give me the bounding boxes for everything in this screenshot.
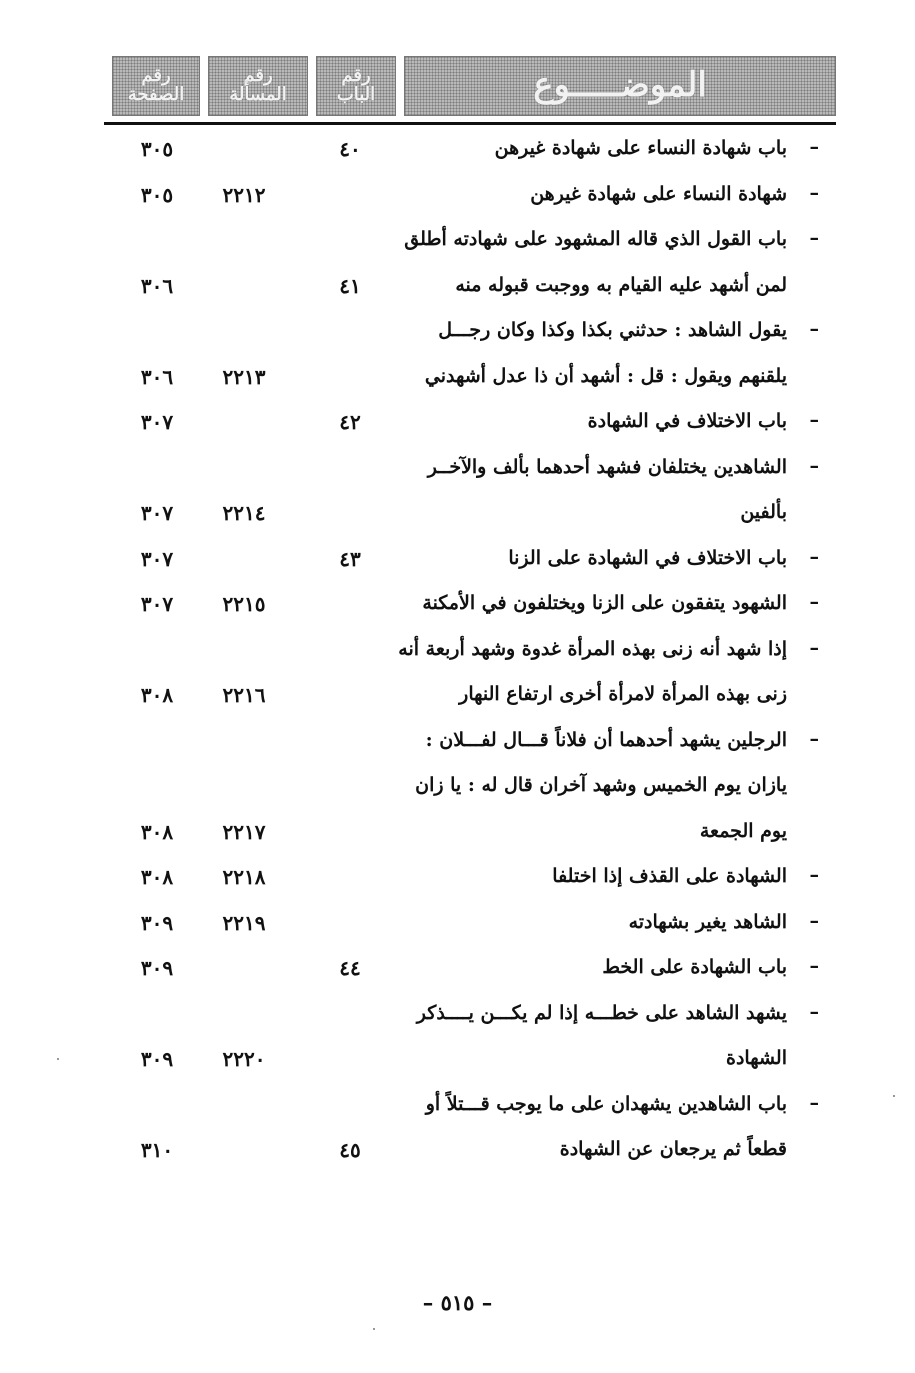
table-row — [0, 632, 915, 678]
header-issue-number-line2: المسألة — [229, 84, 287, 105]
table-row — [0, 313, 915, 359]
table-row — [0, 268, 915, 314]
row-topic: الشهادة — [726, 1047, 787, 1069]
table-row — [0, 222, 915, 268]
row-page-number: ٣٠٥ — [140, 182, 174, 207]
row-dash: – — [809, 136, 819, 158]
row-chapter-number: ٤٢ — [339, 410, 361, 434]
row-issue-number: ٢٢١٥ — [222, 592, 266, 616]
row-dash: – — [809, 454, 819, 477]
scan-speck — [893, 1095, 895, 1097]
row-topic: قطعاً ثم يرجعان عن الشهادة — [559, 1138, 787, 1160]
scan-speck — [373, 1328, 375, 1330]
row-chapter-number: ٤٤ — [339, 956, 361, 980]
row-topic: يلقنهم ويقول : قل : أشهد أن ذا عدل أشهدني — [424, 364, 787, 387]
row-topic: باب الاختلاف في الشهادة على الزنا — [508, 546, 787, 569]
row-page-number: ٣٠٦ — [140, 273, 174, 298]
table-row — [0, 677, 915, 723]
row-page-number: ٣٠٥ — [140, 137, 174, 161]
table-row — [0, 586, 915, 632]
row-page-number: ٣٠٧ — [140, 410, 174, 434]
row-topic: يشهد الشاهد على خطـــه إذا لم يكـــن يــــذكر — [416, 1001, 787, 1024]
row-dash: – — [809, 545, 819, 568]
header-page-number — [112, 56, 200, 116]
row-topic: الشاهدين يختلفان فشهد أحدهما بألف والآخــر — [427, 455, 787, 478]
scan-speck — [57, 1058, 59, 1060]
row-topic: باب الشاهدين يشهدان على ما يوجب قـــتلاً أو — [425, 1092, 787, 1115]
row-topic: الشاهد يغير بشهادته — [628, 910, 787, 933]
row-topic: بألفين — [740, 501, 787, 523]
row-issue-number: ٢٢٢٠ — [222, 1047, 266, 1071]
table-header — [112, 56, 836, 116]
table-row — [0, 950, 915, 996]
header-page-number-line1: رقم — [141, 65, 171, 87]
row-topic: باب القول الذي قاله المشهود على شهادته أطلق — [404, 228, 787, 250]
table-row — [0, 723, 915, 769]
row-topic: يوم الجمعة — [699, 819, 787, 842]
row-dash: – — [809, 955, 819, 977]
row-page-number: ٣٠٧ — [140, 592, 174, 616]
row-topic: زنى بهذه المرأة لامرأة أخرى ارتفاع النهار — [459, 683, 787, 705]
table-row — [0, 495, 915, 541]
row-topic: باب الشهادة على الخط — [602, 956, 787, 978]
row-page-number: ٣٠٩ — [140, 1047, 174, 1071]
header-topic-label: الموضـــــوع — [533, 65, 707, 106]
table-row — [0, 177, 915, 223]
row-dash: – — [809, 1000, 819, 1023]
row-topic: شهادة النساء على شهادة غيرهن — [530, 182, 787, 205]
row-chapter-number: ٤١ — [339, 273, 361, 298]
row-topic: لمن أشهد عليه القيام به ووجبت قبوله منه — [455, 273, 787, 296]
table-row — [0, 859, 915, 905]
table-row — [0, 768, 915, 814]
index-table — [0, 131, 915, 1178]
row-dash: – — [809, 636, 819, 659]
table-row — [0, 359, 915, 405]
row-page-number: ٣٠٧ — [140, 546, 174, 571]
row-page-number: ٣٠٩ — [140, 910, 174, 935]
row-topic: الشهود يتفقون على الزنا ويختلفون في الأمكنة — [422, 592, 787, 614]
row-page-number: ٣٠٩ — [140, 956, 174, 980]
row-chapter-number: ٤٣ — [339, 546, 361, 571]
table-row — [0, 814, 915, 860]
row-dash: – — [809, 909, 819, 932]
row-page-number: ٣١٠ — [140, 1138, 174, 1162]
header-issue-number — [208, 56, 308, 116]
row-issue-number: ٢٢١٨ — [222, 865, 266, 889]
row-topic: إذا شهد أنه زنى بهذه المرأة غدوة وشهد أربعة أنه — [398, 637, 787, 660]
row-dash: – — [809, 864, 819, 886]
row-dash: – — [809, 1091, 819, 1114]
page-number: – ٥١٥ – — [422, 1290, 493, 1315]
row-issue-number: ٢٢١٤ — [222, 501, 266, 525]
table-row — [0, 905, 915, 951]
row-issue-number: ٢٢١٣ — [222, 364, 266, 389]
row-dash: – — [809, 727, 819, 750]
row-chapter-number: ٤٠ — [339, 137, 361, 161]
header-page-number-line2: الصفحة — [127, 84, 185, 105]
header-rule — [104, 122, 836, 125]
header-topic — [404, 56, 836, 116]
header-chapter-number-line2: الباب — [336, 84, 376, 105]
row-dash: – — [809, 591, 819, 613]
row-page-number: ٣٠٨ — [140, 683, 174, 707]
table-row — [0, 996, 915, 1042]
header-issue-number-line1: رقم — [243, 65, 273, 87]
table-row — [0, 1132, 915, 1178]
row-dash: – — [809, 227, 819, 249]
row-issue-number: ٢٢١٢ — [222, 182, 266, 207]
row-topic: باب الاختلاف في الشهادة — [587, 410, 787, 432]
row-page-number: ٣٠٦ — [140, 364, 174, 389]
row-topic: باب شهادة النساء على شهادة غيرهن — [494, 137, 787, 159]
row-chapter-number: ٤٥ — [339, 1138, 361, 1162]
row-topic: الشهادة على القذف إذا اختلفا — [552, 865, 787, 887]
row-issue-number: ٢٢١٦ — [222, 683, 266, 707]
row-dash: – — [809, 409, 819, 431]
row-issue-number: ٢٢١٧ — [222, 819, 266, 844]
row-dash: – — [809, 181, 819, 204]
table-row — [0, 404, 915, 450]
table-row — [0, 450, 915, 496]
header-chapter-number-line1: رقم — [341, 65, 371, 87]
row-dash: – — [809, 318, 819, 340]
table-row — [0, 1041, 915, 1087]
row-topic: يازان يوم الخميس وشهد آخران قال له : يا زان — [415, 774, 787, 796]
table-row — [0, 1087, 915, 1133]
row-topic: يقول الشاهد : حدثني بكذا وكذا وكان رجـــل — [438, 319, 787, 341]
row-issue-number: ٢٢١٩ — [222, 910, 266, 935]
table-row — [0, 541, 915, 587]
row-page-number: ٣٠٨ — [140, 819, 174, 844]
table-row — [0, 131, 915, 177]
row-page-number: ٣٠٨ — [140, 865, 174, 889]
row-page-number: ٣٠٧ — [140, 501, 174, 525]
row-topic: الرجلين يشهد أحدهما أن فلاناً قـــال لفـــلان : — [425, 728, 787, 751]
header-chapter-number — [316, 56, 396, 116]
